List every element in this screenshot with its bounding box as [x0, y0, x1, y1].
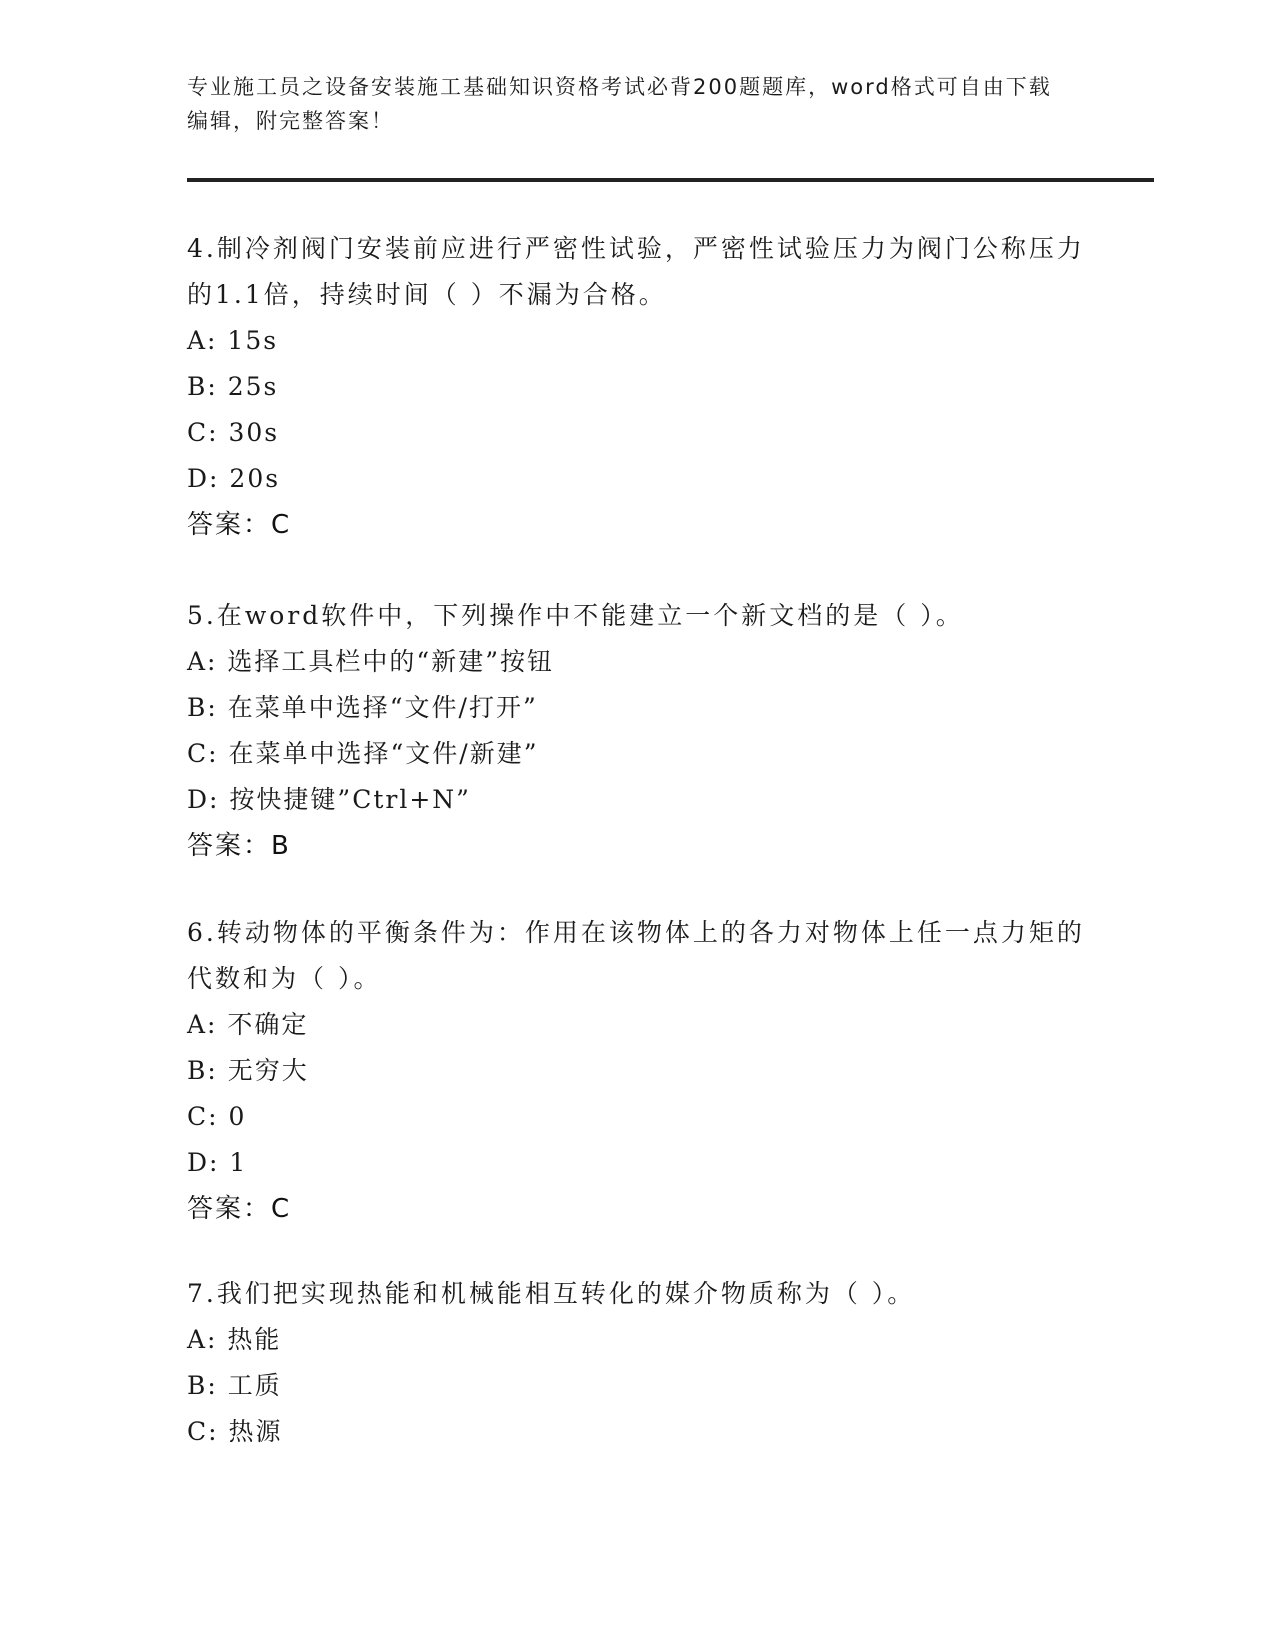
option-b: B: 工质	[187, 1371, 282, 1400]
option-b: B: 25s	[187, 372, 279, 401]
header-divider	[187, 178, 1154, 182]
option-c: C: 在菜单中选择“文件/新建”	[187, 739, 539, 768]
question-4	[187, 226, 1087, 548]
question-7	[187, 1271, 1087, 1455]
option-d: D: 1	[187, 1148, 248, 1177]
option-d: D: 按快捷键”Ctrl+N”	[187, 785, 471, 814]
option-a: A: 15s	[187, 326, 279, 355]
option-a: A: 选择工具栏中的“新建”按钮	[187, 647, 554, 676]
option-c: C: 30s	[187, 418, 280, 447]
question-6	[187, 910, 1087, 1232]
option-c: C: 0	[187, 1102, 247, 1131]
option-b: B: 在菜单中选择“文件/打开”	[187, 693, 538, 722]
question-stem: 7.我们把实现热能和机械能相互转化的媒介物质称为（ ）。	[187, 1279, 916, 1308]
option-b: B: 无穷大	[187, 1056, 309, 1085]
option-d: D: 20s	[187, 464, 281, 493]
option-c: C: 热源	[187, 1417, 283, 1446]
question-stem: 4.制冷剂阀门安装前应进行严密性试验，严密性试验压力为阀门公称压力的1.1倍，持续时间（ ）不漏为合格。	[187, 234, 1085, 309]
answer-label: 答案：C	[187, 510, 292, 540]
question-stem: 5.在word软件中，下列操作中不能建立一个新文档的是（ ）。	[187, 601, 964, 630]
question-5	[187, 593, 1087, 869]
option-a: A: 不确定	[187, 1010, 309, 1039]
document-header	[187, 70, 1067, 138]
document-title: 专业施工员之设备安装施工基础知识资格考试必背200题题库，word格式可自由下载编辑，附完整答案！	[187, 75, 1052, 133]
answer-label: 答案：B	[187, 831, 291, 861]
option-a: A: 热能	[187, 1325, 282, 1354]
answer-label: 答案：C	[187, 1194, 292, 1224]
question-stem: 6.转动物体的平衡条件为：作用在该物体上的各力对物体上任一点力矩的代数和为（ ）。	[187, 918, 1085, 993]
